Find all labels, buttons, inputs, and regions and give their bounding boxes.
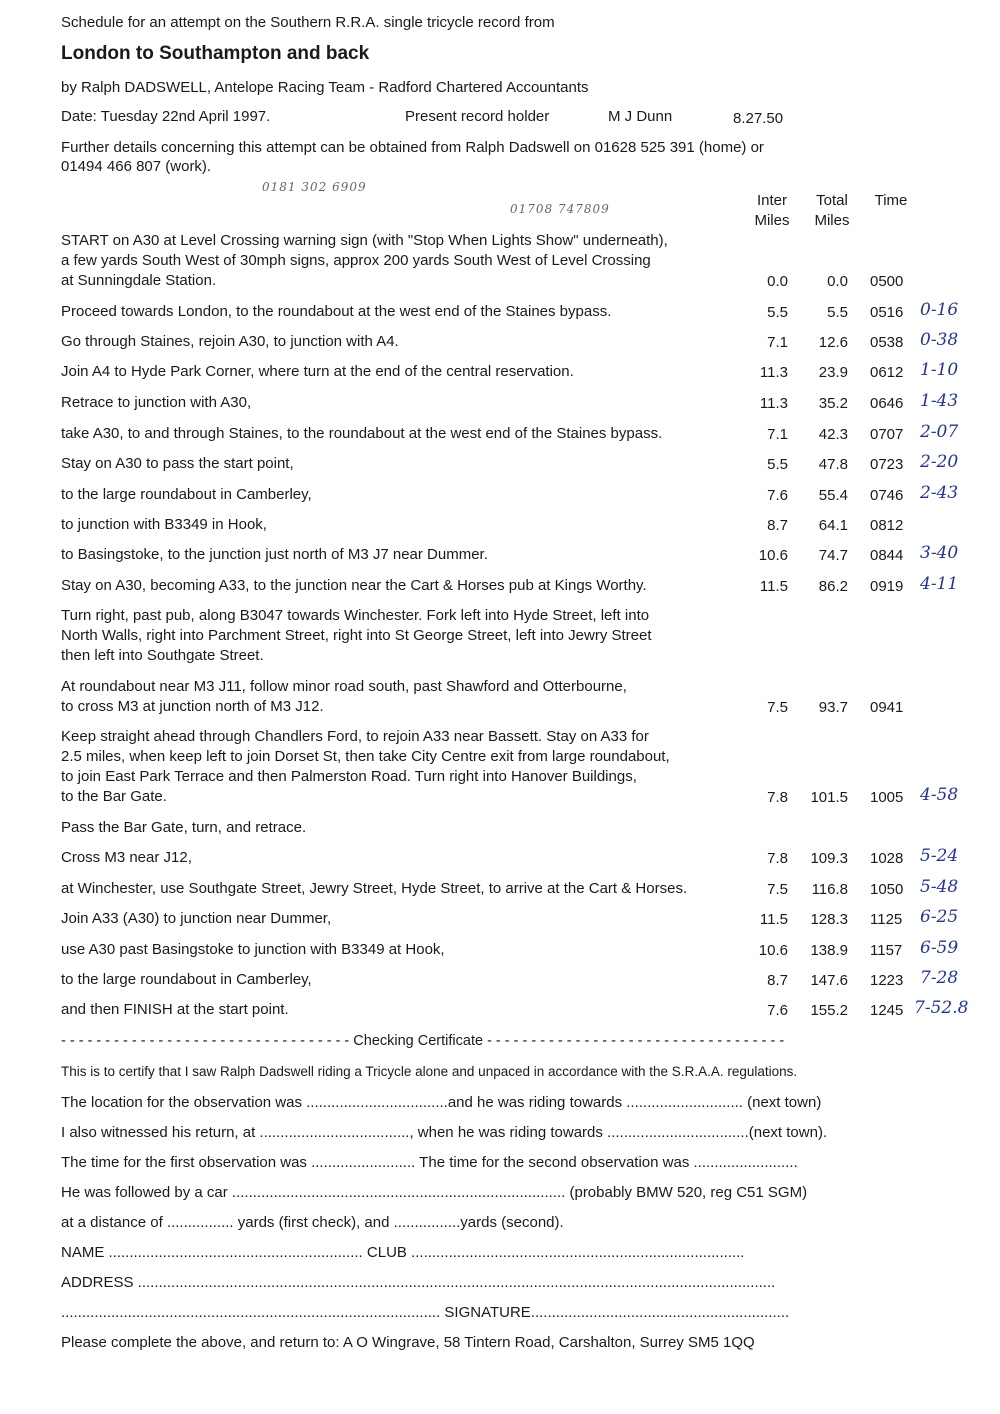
observation-location-line: The location for the observation was ..................................and he was riding towards ............................ (next town) bbox=[61, 1094, 822, 1111]
route-step-text: Cross M3 near J12, bbox=[61, 849, 192, 866]
scheduled-time-value: 0612 bbox=[870, 364, 904, 381]
date-line: Date: Tuesday 22nd April 1997. bbox=[61, 108, 271, 125]
scheduled-time-value: 1157 bbox=[870, 942, 903, 959]
total-miles-value: 47.8 bbox=[818, 456, 848, 473]
details-line-1: Further details concerning this attempt can be obtained from Ralph Dadswell on 01628 525 391 (home) or bbox=[61, 139, 764, 156]
total-miles-value: 155.2 bbox=[810, 1002, 848, 1019]
scheduled-time-value: 0919 bbox=[870, 578, 904, 595]
inter-miles-value: 11.3 bbox=[759, 364, 788, 381]
return-address-line: Please complete the above, and return to: A O Wingrave, 58 Tintern Road, Carshalton, Surrey SM5 1QQ bbox=[61, 1334, 755, 1351]
route-step-text: Join A33 (A30) to junction near Dummer, bbox=[61, 910, 332, 927]
route-step-text: Turn right, past pub, along B3047 towards Winchester. Fork left into Hyde Street, left into bbox=[61, 607, 650, 624]
scheduled-time-value: 0812 bbox=[870, 517, 904, 534]
return-observation-line: I also witnessed his return, at ...................................., when he was riding towards ..................................(next town). bbox=[61, 1124, 828, 1141]
inter-miles-value: 0.0 bbox=[767, 273, 788, 290]
route-step-text: START on A30 at Level Crossing warning sign (with "Stop When Lights Show" underneath), bbox=[61, 232, 668, 249]
total-miles-value: 55.4 bbox=[818, 487, 848, 504]
scheduled-time-value: 1125 bbox=[870, 911, 903, 928]
route-step-text: at Sunningdale Station. bbox=[61, 272, 217, 289]
total-miles-value: 116.8 bbox=[811, 881, 848, 898]
handwritten-elapsed-time: 3-40 bbox=[920, 543, 959, 563]
route-step-text: at Winchester, use Southgate Street, Jewry Street, Hyde Street, to arrive at the Cart & Horses. bbox=[61, 880, 688, 897]
route-step-text: Keep straight ahead through Chandlers Ford, to rejoin A33 near Bassett. Stay on A33 for bbox=[61, 728, 649, 745]
inter-miles-value: 7.8 bbox=[767, 789, 788, 806]
inter-miles-value: 7.6 bbox=[767, 487, 788, 504]
handwritten-elapsed-time: 0-16 bbox=[920, 300, 959, 320]
route-step-text: and then FINISH at the start point. bbox=[61, 1001, 289, 1018]
handwritten-elapsed-time: 7-52.8 bbox=[914, 998, 969, 1018]
route-step-text: Stay on A30 to pass the start point, bbox=[61, 455, 294, 472]
total-miles-value: 23.9 bbox=[818, 364, 848, 381]
inter-miles-value: 5.5 bbox=[767, 456, 788, 473]
handwritten-elapsed-time: 6-25 bbox=[920, 907, 959, 927]
observation-times-line: The time for the first observation was ......................... The time for the second observation was ......................... bbox=[61, 1154, 798, 1171]
inter-miles-value: 7.6 bbox=[767, 1002, 788, 1019]
route-step-text: Join A4 to Hyde Park Corner, where turn at the end of the central reservation. bbox=[61, 363, 574, 380]
total-miles-value: 5.5 bbox=[827, 304, 848, 321]
scheduled-time-value: 0941 bbox=[870, 699, 904, 716]
total-miles-value: 147.6 bbox=[810, 972, 848, 989]
route-step-text: to the Bar Gate. bbox=[61, 788, 167, 805]
total-miles-value: 0.0 bbox=[827, 273, 848, 290]
handwritten-elapsed-time: 2-07 bbox=[920, 422, 959, 442]
handwritten-elapsed-time: 1-10 bbox=[920, 360, 959, 380]
route-step-text: 2.5 miles, when keep left to join Dorset St, then take City Centre exit from large roundabout, bbox=[61, 748, 670, 765]
total-miles-value: 93.7 bbox=[818, 699, 848, 716]
inter-miles-value: 8.7 bbox=[767, 972, 788, 989]
total-miles-value: 138.9 bbox=[810, 942, 848, 959]
intro-line: Schedule for an attempt on the Southern R.R.A. single tricycle record from bbox=[61, 14, 555, 31]
handwritten-elapsed-time: 6-59 bbox=[920, 938, 959, 958]
certificate-divider: - - - - - - - - - - - - - - - - - - - - - - - - - - - - - - - - - Checking Certificate - - - - - - - - - - - - - - - - - - - - - - - - - - - - - - - - - - bbox=[61, 1033, 785, 1049]
details-line-2: 01494 466 807 (work). bbox=[61, 158, 212, 175]
total-miles-value: 86.2 bbox=[818, 578, 848, 595]
inter-miles-value: 7.5 bbox=[767, 881, 788, 898]
route-step-text: Proceed towards London, to the roundabout at the west end of the Staines bypass. bbox=[61, 303, 612, 320]
inter-miles-value: 11.5 bbox=[759, 911, 788, 928]
inter-miles-value: 7.8 bbox=[767, 850, 788, 867]
inter-miles-value: 5.5 bbox=[767, 304, 788, 321]
route-step-text: to cross M3 at junction north of M3 J12. bbox=[61, 698, 324, 715]
scheduled-time-value: 0844 bbox=[870, 547, 904, 564]
total-miles-value: 74.7 bbox=[818, 547, 848, 564]
route-step-text: North Walls, right into Parchment Street, right into St George Street, left into Jewry Street bbox=[61, 627, 652, 644]
total-miles-value: 35.2 bbox=[818, 395, 848, 412]
record-holder-label: Present record holder bbox=[405, 108, 550, 125]
distance-line: at a distance of ................ yards (first check), and ................yards (second). bbox=[61, 1214, 564, 1231]
scheduled-time-value: 0707 bbox=[870, 426, 904, 443]
inter-miles-value: 10.6 bbox=[758, 547, 788, 564]
route-step-text: to the large roundabout in Camberley, bbox=[61, 486, 312, 503]
inter-miles-value: 7.1 bbox=[767, 334, 788, 351]
scheduled-time-value: 1050 bbox=[870, 881, 904, 898]
inter-miles-value: 11.3 bbox=[759, 395, 788, 412]
route-step-text: Stay on A30, becoming A33, to the junction near the Cart & Horses pub at Kings Worthy. bbox=[61, 577, 647, 594]
handwritten-phone-note-2: 01708 747809 bbox=[510, 202, 610, 216]
route-step-text: use A30 past Basingstoke to junction with B3349 at Hook, bbox=[61, 941, 445, 958]
scheduled-time-value: 1223 bbox=[870, 972, 904, 989]
handwritten-elapsed-time: 4-58 bbox=[920, 785, 959, 805]
scheduled-time-value: 0646 bbox=[870, 395, 904, 412]
route-step-text: At roundabout near M3 J11, follow minor road south, past Shawford and Otterbourne, bbox=[61, 678, 627, 695]
total-miles-value: 101.5 bbox=[810, 789, 848, 806]
handwritten-elapsed-time: 5-48 bbox=[920, 877, 959, 897]
total-miles-value: 12.6 bbox=[818, 334, 848, 351]
inter-header-line2: Miles bbox=[754, 212, 790, 229]
route-step-text: then left into Southgate Street. bbox=[61, 647, 264, 664]
total-miles-value: 42.3 bbox=[818, 426, 848, 443]
total-header-line1: Total bbox=[816, 192, 848, 209]
route-step-text: to Basingstoke, to the junction just north of M3 J7 near Dummer. bbox=[61, 546, 488, 563]
handwritten-elapsed-time: 7-28 bbox=[920, 968, 959, 988]
inter-miles-value: 8.7 bbox=[767, 517, 788, 534]
inter-miles-value: 11.5 bbox=[759, 578, 788, 595]
total-miles-value: 109.3 bbox=[810, 850, 848, 867]
page-title: London to Southampton and back bbox=[61, 43, 370, 64]
scheduled-time-value: 0500 bbox=[870, 273, 904, 290]
scheduled-time-value: 0746 bbox=[870, 487, 904, 504]
inter-header-line1: Inter bbox=[756, 192, 787, 209]
route-step-text: a few yards South West of 30mph signs, approx 200 yards South West of Level Crossing bbox=[61, 252, 651, 269]
scheduled-time-value: 1028 bbox=[870, 850, 904, 867]
route-step-text: Go through Staines, rejoin A30, to junction with A4. bbox=[61, 333, 399, 350]
handwritten-elapsed-time: 1-43 bbox=[920, 391, 959, 411]
rider-line: by Ralph DADSWELL, Antelope Racing Team - Radford Chartered Accountants bbox=[61, 79, 589, 96]
record-holder-time: 8.27.50 bbox=[733, 110, 784, 127]
scheduled-time-value: 0538 bbox=[870, 334, 904, 351]
route-step-text: to join East Park Terrace and then Palmerston Road. Turn right into Hanover Buildings, bbox=[61, 768, 637, 785]
total-miles-value: 128.3 bbox=[810, 911, 848, 928]
handwritten-elapsed-time: 5-24 bbox=[920, 846, 959, 866]
certificate-intro: This is to certify that I saw Ralph Dadswell riding a Tricycle alone and unpaced in accordance with the S.R.A.A. regulations. bbox=[61, 1064, 798, 1079]
record-holder-name: M J Dunn bbox=[608, 108, 673, 125]
handwritten-elapsed-time: 2-43 bbox=[920, 483, 959, 503]
inter-miles-value: 10.6 bbox=[758, 942, 788, 959]
route-step-text: to junction with B3349 in Hook, bbox=[61, 516, 267, 533]
route-step-text: Pass the Bar Gate, turn, and retrace. bbox=[61, 819, 307, 836]
signature-line: ........................................................................................... SIGNATURE.............................................................. bbox=[61, 1304, 790, 1321]
route-step-text: to the large roundabout in Camberley, bbox=[61, 971, 312, 988]
inter-miles-value: 7.5 bbox=[767, 699, 788, 716]
handwritten-phone-note-1: 0181 302 6909 bbox=[262, 180, 367, 194]
name-club-line: NAME ............................................................. CLUB ................................................................................ bbox=[61, 1244, 745, 1261]
scheduled-time-value: 0723 bbox=[870, 456, 904, 473]
handwritten-elapsed-time: 2-20 bbox=[920, 452, 959, 472]
total-miles-value: 64.1 bbox=[818, 517, 848, 534]
scheduled-time-value: 0516 bbox=[870, 304, 904, 321]
scheduled-time-value: 1005 bbox=[870, 789, 904, 806]
route-step-text: Retrace to junction with A30, bbox=[61, 394, 252, 411]
scheduled-time-value: 1245 bbox=[870, 1002, 904, 1019]
address-line: ADDRESS ......................................................................................................................................................... bbox=[61, 1274, 776, 1291]
route-step-text: take A30, to and through Staines, to the roundabout at the west end of the Staines bypass. bbox=[61, 425, 663, 442]
follow-car-line: He was followed by a car ................................................................................ (probably BMW 520, reg C51 SGM) bbox=[61, 1184, 808, 1201]
handwritten-elapsed-time: 4-11 bbox=[920, 574, 959, 594]
inter-miles-value: 7.1 bbox=[767, 426, 788, 443]
handwritten-elapsed-time: 0-38 bbox=[920, 330, 959, 350]
time-header: Time bbox=[874, 192, 908, 209]
total-header-line2: Miles bbox=[814, 212, 850, 229]
